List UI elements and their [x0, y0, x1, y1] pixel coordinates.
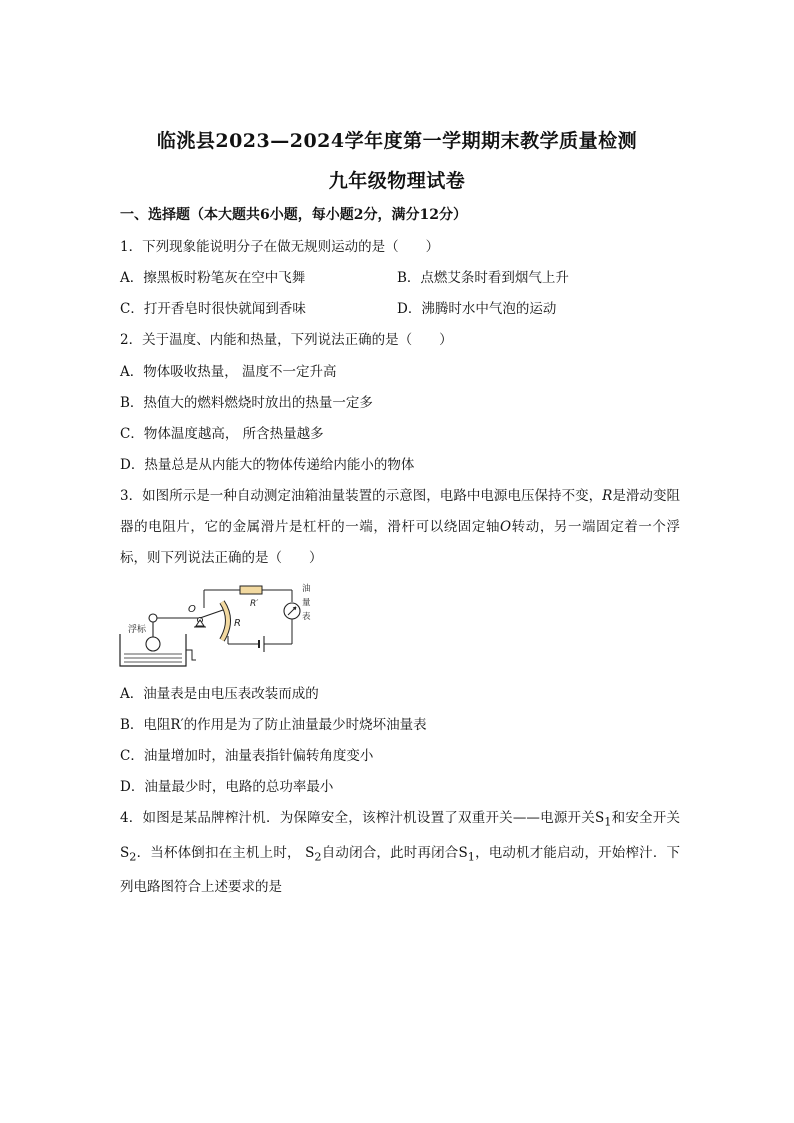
label-meter-2: 量 — [302, 598, 311, 608]
q2-option-a: A．物体吸收热量， 温度不一定升高 — [120, 364, 337, 380]
q2-option-d: D．热量总是从内能大的物体传递给内能小的物体 — [120, 457, 415, 473]
q1-option-c: C．打开香皂时很快就闻到香味 — [120, 301, 306, 317]
page-title: 临洮县2023—2024学年度第一学期期末教学质量检测 — [156, 130, 638, 152]
q2-option-c: C．物体温度越高， 所含热量越多 — [120, 426, 324, 442]
q2-stem: 2．关于温度、内能和热量，下列说法正确的是（ ） — [120, 332, 453, 348]
q1-option-b: B．点燃艾条时看到烟气上升 — [397, 270, 569, 286]
label-float: 浮标 — [128, 625, 147, 635]
q3-option-b: B．电阻R′的作用是为了防止油量最少时烧坏油量表 — [120, 717, 427, 733]
q3-option-d: D．油量最少时，电路的总功率最小 — [120, 779, 334, 795]
page-subtitle: 九年级物理试卷 — [328, 170, 466, 192]
resistor-r-prime — [240, 586, 262, 594]
q3-option-c: C．油量增加时，油量表指针偏转角度变小 — [120, 748, 374, 764]
label-meter-3: 表 — [302, 612, 311, 622]
float-ball — [146, 637, 160, 651]
label-r-prime: R′ — [250, 599, 259, 609]
q1-option-a: A．擦黑板时粉笔灰在空中飞舞 — [120, 270, 306, 286]
q3-stem: 3．如图所示是一种自动测定油箱油量装置的示意图，电路中电源电压保持不变，R是滑动变阻器的电阻片，它的金属滑片是杠杆的一端，滑杆可以绕固定轴O转动，另一端固定着一个浮标，则下列说法正确的是（ ） — [120, 488, 681, 566]
q1-option-d: D．沸腾时水中气泡的运动 — [397, 301, 557, 317]
label-meter-1: 油 — [302, 584, 311, 594]
section-heading: 一、选择题（本大题共6小题，每小题2分，满分12分） — [120, 207, 467, 223]
q2-option-b: B．热值大的燃料燃烧时放出的热量一定多 — [120, 395, 373, 411]
label-o: O — [188, 604, 196, 615]
q4-stem: 4．如图是某品牌榨汁机．为保障安全，该榨汁机设置了双重开关——电源开关$S_1$和安全开关$S_2$．当杯体倒扣在主机上时， $S_2$自动闭合，此时再闭合$S_1$，电动机才能启动，开始榨汁．下列电路图符合上述要求的是 — [120, 810, 680, 896]
oil-gauge-circuit-diagram — [114, 580, 314, 675]
label-r: R — [234, 618, 241, 629]
q1-stem: 1．下列现象能说明分子在做无规则运动的是（ ） — [120, 239, 440, 255]
q3-option-a: A．油量表是由电压表改装而成的 — [120, 686, 319, 702]
